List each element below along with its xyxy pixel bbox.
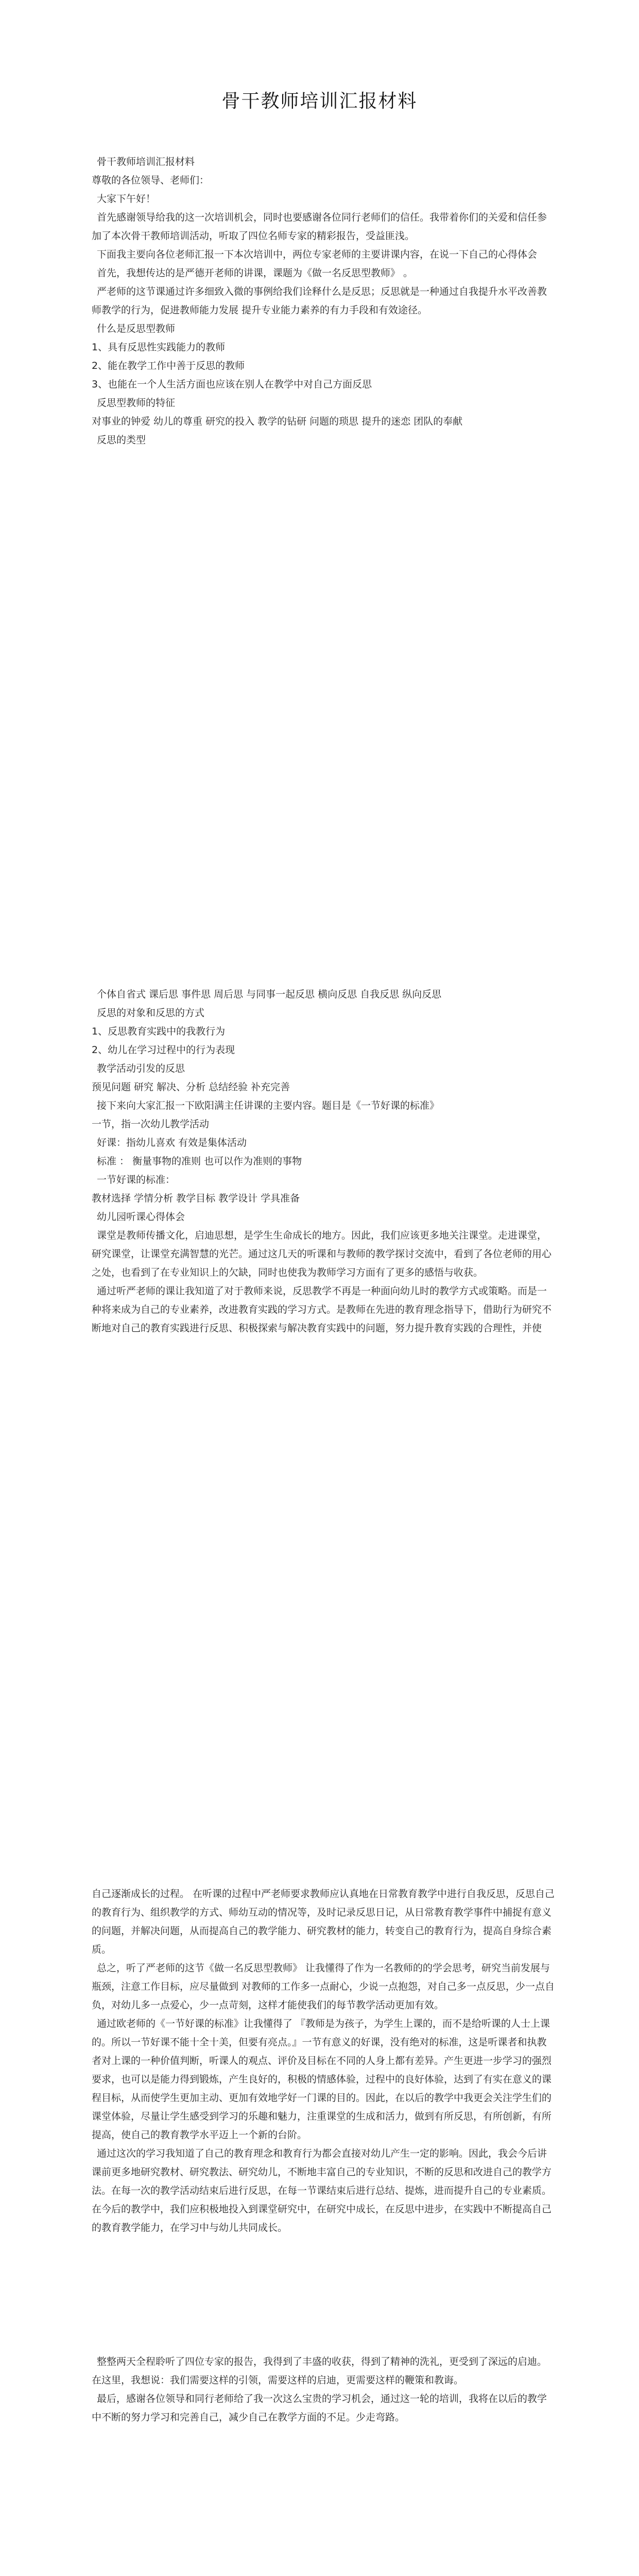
paragraph: 个体自省式 课后思 事件思 周后思 与同事一起反思 横向反思 自我反思 纵向反思	[97, 989, 442, 1000]
paragraph: 好课：指幼儿喜欢 有效是集体活动	[97, 1137, 247, 1148]
list-item: 2、幼儿在学习过程中的行为表现	[92, 1044, 235, 1056]
paragraph: 标准 ： 衡量事物的准则 也可以作为准则的事物	[97, 1156, 302, 1167]
section-reflection-types	[92, 985, 555, 1337]
paragraph: 总之，听了严老师的这节《做一名反思型教师》 让我懂得了作为一名教师的的学会思考，研究当前发展与瓶颈，注意工作目标，应尽量做到 对教师的工作多一点耐心，少说一点抱怨，对自己多一点反思，少一点自负，对幼儿多一点爱心，少一点苛刻，这样才能使我们的每节教学活动更加有效。	[92, 1962, 555, 2011]
paragraph: 首先，我想传达的是严德开老师的讲课，课题为《做一名反思型教师》 。	[97, 267, 413, 279]
paragraph: 骨干教师培训汇报材料	[97, 156, 195, 167]
paragraph: 对事业的钟爱 幼儿的尊重 研究的投入 教学的钻研 问题的琐思 提升的迷恋 团队的奉献	[92, 416, 463, 427]
paragraph: 最后，感谢各位领导和同行老师给了我一次这么宝贵的学习机会，通过这一轮的培训，我将在以后的教学中不断的努力学习和完善自己，减少自己在教学方面的不足。少走弯路。	[92, 2393, 547, 2423]
paragraph: 反思型教师的特征	[97, 397, 176, 409]
paragraph: 整整两天全程聆听了四位专家的报告，我得到了丰盛的收获，得到了精神的洗礼，更受到了深远的启迪。在这里，我想说：我们需要这样的引领，需要这样的启迪，更需要这样的鞭策和教诲。	[92, 2356, 547, 2386]
document-title: 骨干教师培训汇报材料	[221, 91, 418, 112]
paragraph: 一节，指一次幼儿教学活动	[92, 1118, 210, 1130]
paragraph: 反思的对象和反思的方式	[97, 1007, 205, 1019]
paragraph: 预见问题 研究 解决、分析 总结经验 补充完善	[92, 1081, 290, 1093]
paragraph: 自己逐渐成长的过程。 在听课的过程中严老师要求教师应认真地在日常教育教学中进行自我反思，反思自己的教育行为、组织教学的方式、师幼互动的情况等，及时记录反思日记，从日常教育教学事件中捕捉有意义的问题，并解决问题，从而提高自己的教学能力、研究教材的能力，转变自己的教育行为，提高自身综合素质。	[92, 1888, 555, 1955]
list-item: 3、也能在一个人生活方面也应该在别人在教学中对自己方面反思	[92, 379, 372, 390]
paragraph: 尊敬的各位领导、老师们：	[92, 175, 210, 186]
paragraph: 接下来向大家汇报一下欧阳满主任讲课的主要内容。题目是《一节好课的标准》	[97, 1100, 440, 1111]
section-intro	[92, 152, 555, 449]
paragraph: 什么是反思型教师	[97, 323, 176, 334]
paragraph: 通过听严老师的课让我知道了对于教师来说，反思教学不再是一种面向幼儿时的教学方式或策略。而是一种将来成为自己的专业素养，改进教育实践的学习方式。是教师在先进的教育理念指导下，借助行为研究不断地对自己的教育实践进行反思、积极探索与解决教育实践中的问题，努力提升教育实践的合理性，并使	[92, 1285, 552, 1334]
paragraph: 课堂是教师传播文化，启迪思想，是学生生命成长的地方。因此，我们应该更多地关注课堂。走进课堂，研究课堂，让课堂充满智慧的光芒。通过这几天的听课和与教师的教学探讨交流中，看到了各位老师的用心之处，也看到了在专业知识上的欠缺，同时也使我为教师学习方面有了更多的感悟与收获。	[92, 1230, 552, 1278]
paragraph: 教材选择 学情分析 教学目标 教学设计 学具准备	[92, 1193, 300, 1204]
section-reflections	[92, 1885, 555, 2237]
paragraph: 教学活动引发的反思	[97, 1063, 185, 1074]
list-item: 2、能在教学工作中善于反思的教师	[92, 360, 245, 371]
paragraph: 幼儿园听课心得体会	[97, 1211, 185, 1223]
list-item: 1、反思教育实践中的我教行为	[92, 1026, 226, 1037]
section-closing	[92, 2352, 555, 2427]
paragraph: 严老师的这节课通过许多细致入微的事例给我们诠释什么是反思；反思就是一种通过自我提升水平改善教师教学的行为，促进教师能力发展 提升专业能力素养的有力手段和有效途径。	[92, 286, 547, 316]
paragraph: 通过欧老师的《一节好课的标准》让我懂得了 『教师是为孩子，为学生上课的，而不是给听课的人士上课的。所以一节好课不能十全十美，但要有亮点。』一节有意义的好课，没有绝对的标准，这是听课者和执教者对上课的一种价值判断，听课人的观点、评价及目标在不同的人身上都有差异。产生更进一步学习的强烈要求，也可以是能力得到锻炼，产生良好的，积极的情感体验，过程中的良好体验，达到了有实在意义的课程目标，从而使学生更加主动、更加有效地学好一门课的目的。因此，在以后的教学中我更会关注学生们的课堂体验，尽量让学生感受到学习的乐趣和魅力，注重课堂的生成和活力，做到有所反思，有所创新，有所提高，使自己的教育教学水平迈上一个新的台阶。	[92, 2018, 552, 2141]
list-item: 1、具有反思性实践能力的教师	[92, 342, 226, 353]
paragraph: 下面我主要向各位老师汇报一下本次培训中，两位专家老师的主要讲课内容，在说一下自己的心得体会	[97, 249, 538, 260]
paragraph: 首先感谢领导给我的这一次培训机会，同时也要感谢各位同行老师们的信任。我带着你们的关爱和信任参加了本次骨干教师培训活动，听取了四位名师专家的精彩报告，受益匪浅。	[92, 212, 547, 242]
paragraph: 一节好课的标准：	[97, 1174, 176, 1185]
paragraph: 通过这次的学习我知道了自己的教育理念和教育行为都会直接对幼儿产生一定的影响。因此，我会今后讲课前更多地研究教材、研究教法、研究幼儿，不断地丰富自己的专业知识，不断的反思和改进自己的教学方法。在每一次的教学活动结束后进行反思，在每一节课结束后进行总结、提炼，进而提升自己的专业素质。在今后的教学中，我们应积极地投入到课堂研究中，在研究中成长，在反思中进步，在实践中不断提高自己的教育教学能力，在学习中与幼儿共同成长。	[92, 2148, 552, 2233]
paragraph: 反思的类型	[97, 434, 146, 446]
paragraph: 大家下午好！	[97, 193, 156, 205]
